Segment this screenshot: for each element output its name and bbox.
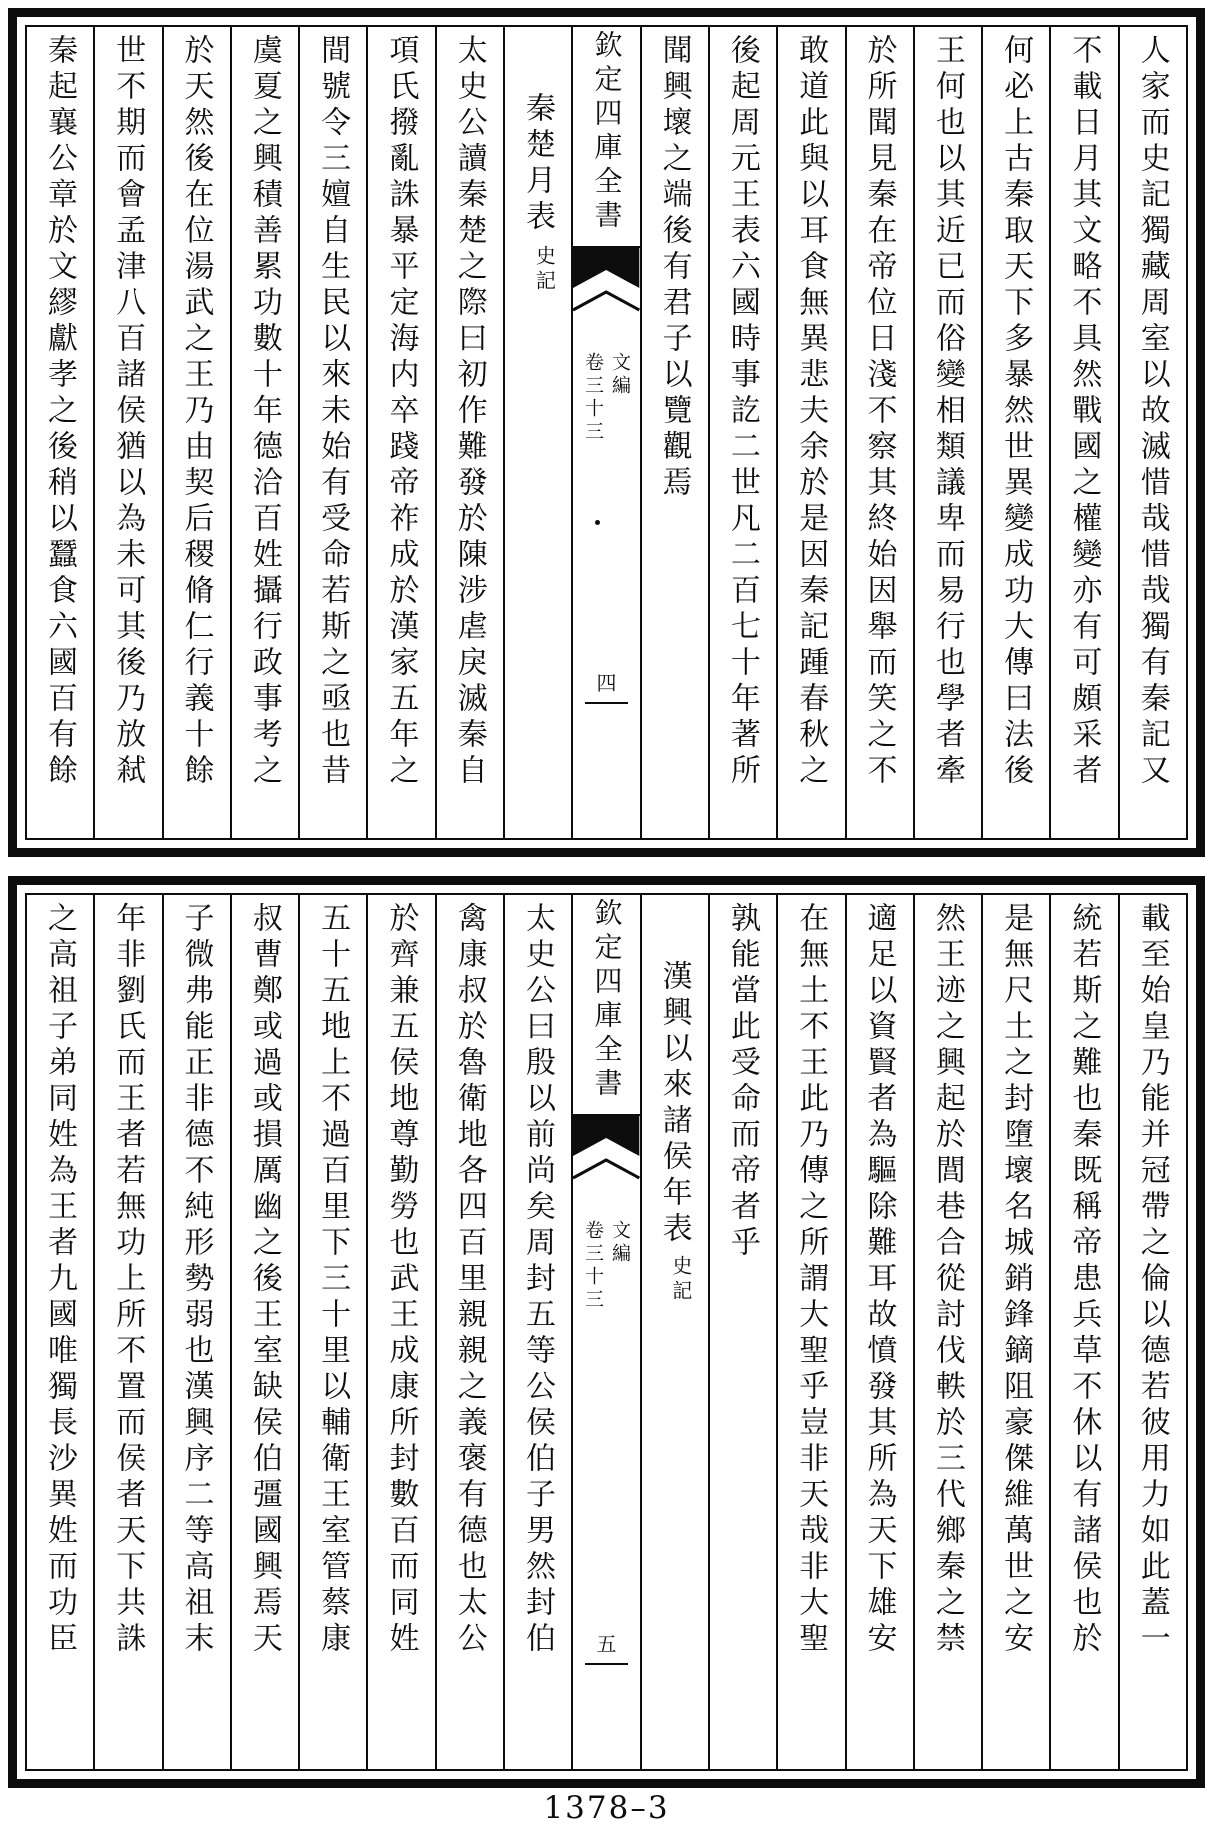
spine-volume-block <box>580 1220 633 1312</box>
text-column <box>1049 27 1117 838</box>
column-text: 五十五地上不過百里下三十里以輔衛王室管蔡康 <box>315 902 351 1658</box>
text-column <box>366 895 434 1769</box>
column-text: 子微弗能正非德不純形勢弱也漢興序二等高祖末 <box>178 902 214 1658</box>
volume-label: 卷三十三 <box>581 1220 604 1312</box>
fishtail-icon <box>573 1116 639 1188</box>
volume-label: 卷三十三 <box>581 352 604 444</box>
column-text: 適足以資賢者為驅除難耳故憤發其所為天下雄安 <box>861 902 897 1658</box>
section-title-column <box>503 27 571 838</box>
text-column <box>230 895 298 1769</box>
column-text: 然王迹之興起於閭巷合從討伐軼於三代鄉秦之禁 <box>929 902 965 1658</box>
text-column <box>162 27 230 838</box>
source-annotation: 史記 <box>668 1255 693 1305</box>
column-text: 不載日月其文略不具然戰國之權變亦有可頗采者 <box>1066 34 1102 790</box>
text-column <box>435 27 503 838</box>
fishtail-icon <box>573 248 639 320</box>
top-page-inner-frame <box>25 25 1188 840</box>
text-column <box>1118 27 1186 838</box>
column-text: 孰能當此受命而帝者乎 <box>724 902 760 1262</box>
column-text: 禽康叔於魯衛地各四百里親親之義褒有德也太公 <box>451 902 487 1658</box>
text-column <box>366 27 434 838</box>
spine-volume-block <box>580 352 633 444</box>
siku-book-title: 欽定四庫全書 <box>590 898 624 1102</box>
column-text: 敢道此與以耳食無異悲夫余於是因秦記踵春秋之 <box>793 34 829 790</box>
siku-book-title: 欽定四庫全書 <box>590 30 624 234</box>
leaf-number-rule <box>585 1663 627 1665</box>
text-column <box>298 895 366 1769</box>
section-title-column <box>640 895 708 1769</box>
text-column <box>776 895 844 1769</box>
collection-label: 文編 <box>608 352 631 398</box>
column-text: 年非劉氏而王者若無功上所不置而侯者天下共誅 <box>110 902 146 1658</box>
leaf-number: 五 <box>596 1632 617 1656</box>
text-column <box>981 895 1049 1769</box>
ink-dot <box>595 520 600 525</box>
text-column <box>1049 895 1117 1769</box>
text-column <box>776 27 844 838</box>
column-text: 虞夏之興積善累功數十年德洽百姓攝行政事考之 <box>246 34 282 790</box>
bottom-page-columns <box>27 895 1186 1769</box>
text-column <box>298 27 366 838</box>
text-column <box>93 27 161 838</box>
column-text: 人家而史記獨藏周室以故滅惜哉惜哉獨有秦記又 <box>1134 34 1170 790</box>
column-text: 聞興壞之端後有君子以覽觀焉 <box>656 34 692 502</box>
column-text: 後起周元王表六國時事訖二世凡二百七十年著所 <box>724 34 760 790</box>
text-column <box>27 27 93 838</box>
text-column <box>981 27 1049 838</box>
text-column <box>913 895 981 1769</box>
top-page-columns <box>27 27 1186 838</box>
bottom-page-inner-frame <box>25 893 1188 1771</box>
column-text: 之高祖子弟同姓為王者九國唯獨長沙異姓而功臣 <box>41 902 77 1658</box>
column-text: 載至始皇乃能并冠帶之倫以德若彼用力如此蓋一 <box>1134 902 1170 1658</box>
text-column <box>845 27 913 838</box>
text-column <box>1118 895 1186 1769</box>
column-text: 世不期而會孟津八百諸侯猶以為未可其後乃放弒 <box>110 34 146 790</box>
column-text: 於天然後在位湯武之王乃由契后稷脩仁行義十餘 <box>178 34 214 790</box>
text-column <box>435 895 503 1769</box>
column-text: 於所聞見秦在帝位日淺不察其終始因舉而笑之不 <box>861 34 897 790</box>
text-column <box>845 895 913 1769</box>
column-text: 太史公曰殷以前尚矣周封五等公侯伯子男然封伯 <box>520 902 556 1658</box>
text-column <box>640 27 708 838</box>
column-text: 統若斯之難也秦既稱帝患兵草不休以有諸侯也於 <box>1066 902 1102 1658</box>
column-text: 叔曹鄭或過或損厲幽之後王室缺侯伯彊國興焉天 <box>246 902 282 1658</box>
column-text: 太史公讀秦楚之際曰初作難發於陳涉虐戾滅秦自 <box>451 34 487 790</box>
column-text: 項氏撥亂誅暴平定海内卒踐帝祚成於漢家五年之 <box>383 34 419 790</box>
column-text: 何必上古秦取天下多暴然世異變成功大傳曰法後 <box>998 34 1034 790</box>
collection-label: 文編 <box>608 1220 631 1266</box>
text-column <box>230 27 298 838</box>
column-text: 秦起襄公章於文繆獻孝之後稍以蠶食六國百有餘 <box>41 34 77 790</box>
text-column <box>708 27 776 838</box>
column-text: 在無土不王此乃傳之所謂大聖乎豈非天哉非大聖 <box>793 902 829 1658</box>
text-column <box>162 895 230 1769</box>
text-column <box>708 895 776 1769</box>
text-column <box>503 895 571 1769</box>
source-annotation: 史記 <box>532 245 557 295</box>
spine-column <box>571 895 639 1769</box>
top-page <box>8 8 1205 857</box>
column-text: 是無尺土之封墮壞名城銷鋒鏑阻豪傑維萬世之安 <box>998 902 1034 1658</box>
column-text: 間號令三嬗自生民以來未始有受命若斯之亟也昔 <box>315 34 351 790</box>
leaf-number: 四 <box>596 671 617 695</box>
text-column <box>913 27 981 838</box>
bottom-page <box>8 876 1205 1788</box>
text-column <box>27 895 93 1769</box>
column-text: 於齊兼五侯地尊勤勞也武王成康所封數百而同姓 <box>383 902 419 1658</box>
leaf-number-rule <box>585 702 627 704</box>
spine-column <box>571 27 639 838</box>
folio-number: 1378–3 <box>543 1790 670 1826</box>
text-column <box>93 895 161 1769</box>
section-title: 漢興以來諸侯年表 <box>656 960 692 1248</box>
column-text: 王何也以其近已而俗變相類議卑而易行也學者牽 <box>929 34 965 790</box>
section-title: 秦楚月表 <box>520 92 556 236</box>
